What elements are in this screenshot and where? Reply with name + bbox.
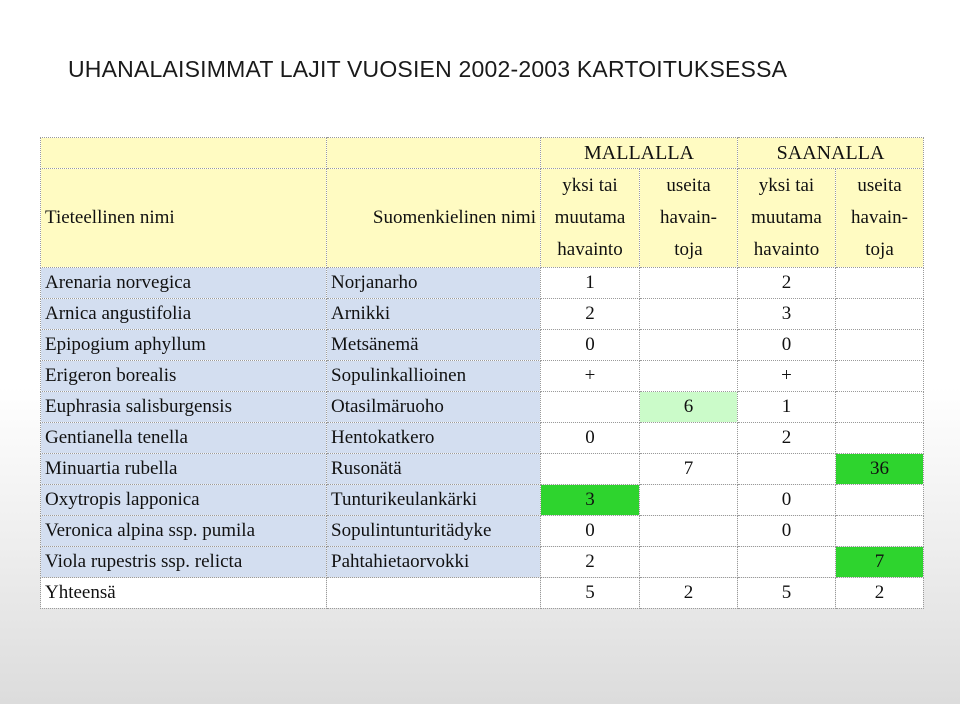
scientific-name-cell: Veronica alpina ssp. pumila <box>41 516 327 547</box>
total-row <box>41 578 924 609</box>
finnish-name-cell: Tunturikeulankärki <box>327 485 541 516</box>
header-many-line1: useita <box>857 175 902 196</box>
saanalla-many-cell <box>836 485 924 516</box>
table-row <box>41 423 924 454</box>
total-empty-cell <box>327 578 541 609</box>
saanalla-few-cell: 2 <box>738 268 836 299</box>
mallalla-few-cell <box>541 454 640 485</box>
header-saanalla-many <box>836 169 924 268</box>
column-header-row <box>41 169 924 268</box>
header-finnish-name: Suomenkielinen nimi <box>327 169 541 268</box>
saanalla-many-cell <box>836 392 924 423</box>
header-many-line2: havain- <box>851 207 908 228</box>
table-row <box>41 392 924 423</box>
finnish-name-cell: Sopulinkallioinen <box>327 361 541 392</box>
table-row <box>41 361 924 392</box>
saanalla-many-cell <box>836 361 924 392</box>
slide-title: UHANALAISIMMAT LAJIT VUOSIEN 2002-2003 KARTOITUKSESSA <box>68 56 788 82</box>
saanalla-many-cell <box>836 516 924 547</box>
saanalla-many-cell <box>836 299 924 330</box>
mallalla-many-cell-highlighted: 6 <box>640 392 738 423</box>
header-few-line3: havainto <box>753 239 820 260</box>
finnish-name-cell: Norjanarho <box>327 268 541 299</box>
header-few-line1: yksi tai <box>562 175 618 196</box>
saanalla-few-cell: 3 <box>738 299 836 330</box>
scientific-name-cell: Erigeron borealis <box>41 361 327 392</box>
saanalla-many-cell-highlighted: 36 <box>836 454 924 485</box>
mallalla-few-cell: 0 <box>541 330 640 361</box>
scientific-name-cell: Minuartia rubella <box>41 454 327 485</box>
total-saanalla-many: 2 <box>836 578 924 609</box>
header-many-line2: havain- <box>660 207 717 228</box>
saanalla-few-cell: 0 <box>738 330 836 361</box>
saanalla-many-cell-highlighted: 7 <box>836 547 924 578</box>
header-few-line1: yksi tai <box>758 175 815 196</box>
table-row <box>41 299 924 330</box>
finnish-name-cell: Pahtahietaorvokki <box>327 547 541 578</box>
saanalla-few-cell: 1 <box>738 392 836 423</box>
saanalla-few-cell <box>738 454 836 485</box>
header-saanalla-few <box>738 169 836 268</box>
mallalla-many-cell <box>640 516 738 547</box>
mallalla-many-cell: 7 <box>640 454 738 485</box>
mallalla-few-cell: 1 <box>541 268 640 299</box>
mallalla-few-cell-highlighted: 3 <box>541 485 640 516</box>
table-row <box>41 268 924 299</box>
saanalla-many-cell <box>836 330 924 361</box>
total-mallalla-few: 5 <box>541 578 640 609</box>
header-mallalla-many <box>640 169 738 268</box>
mallalla-few-cell: 2 <box>541 547 640 578</box>
mallalla-many-cell <box>640 485 738 516</box>
table-row <box>41 485 924 516</box>
saanalla-many-cell <box>836 268 924 299</box>
saanalla-many-cell <box>836 423 924 454</box>
saanalla-few-cell: + <box>738 361 836 392</box>
header-scientific-name: Tieteellinen nimi <box>41 169 327 268</box>
mallalla-many-cell <box>640 330 738 361</box>
total-saanalla-few: 5 <box>738 578 836 609</box>
finnish-name-cell: Sopulintunturitädyke <box>327 516 541 547</box>
mallalla-few-cell: 2 <box>541 299 640 330</box>
scientific-name-cell: Viola rupestris ssp. relicta <box>41 547 327 578</box>
group-header-saanalla: SAANALLA <box>738 138 924 169</box>
scientific-name-cell: Gentianella tenella <box>41 423 327 454</box>
group-header-mallalla: MALLALLA <box>541 138 738 169</box>
mallalla-few-cell: 0 <box>541 516 640 547</box>
table-row <box>41 454 924 485</box>
scientific-name-cell: Oxytropis lapponica <box>41 485 327 516</box>
total-mallalla-many: 2 <box>640 578 738 609</box>
table-row <box>41 330 924 361</box>
finnish-name-cell: Hentokatkero <box>327 423 541 454</box>
table-row <box>41 516 924 547</box>
header-mallalla-few <box>541 169 640 268</box>
mallalla-many-cell <box>640 361 738 392</box>
table-row <box>41 547 924 578</box>
scientific-name-cell: Arnica angustifolia <box>41 299 327 330</box>
header-many-line3: toja <box>674 239 703 260</box>
finnish-name-cell: Metsänemä <box>327 330 541 361</box>
scientific-name-cell: Arenaria norvegica <box>41 268 327 299</box>
header-many-line1: useita <box>666 175 711 196</box>
species-table <box>40 137 924 609</box>
saanalla-few-cell: 0 <box>738 516 836 547</box>
header-few-line2: muutama <box>751 207 822 228</box>
mallalla-few-cell <box>541 392 640 423</box>
finnish-name-cell: Arnikki <box>327 299 541 330</box>
scientific-name-cell: Euphrasia salisburgensis <box>41 392 327 423</box>
mallalla-few-cell: + <box>541 361 640 392</box>
saanalla-few-cell: 0 <box>738 485 836 516</box>
total-label: Yhteensä <box>41 578 327 609</box>
header-few-line3: havainto <box>557 239 623 260</box>
mallalla-few-cell: 0 <box>541 423 640 454</box>
group-header-row <box>41 138 924 169</box>
mallalla-many-cell <box>640 299 738 330</box>
header-many-line3: toja <box>865 239 894 260</box>
empty-header-cell <box>327 138 541 169</box>
scientific-name-cell: Epipogium aphyllum <box>41 330 327 361</box>
saanalla-few-cell <box>738 547 836 578</box>
finnish-name-cell: Otasilmäruoho <box>327 392 541 423</box>
finnish-name-cell: Rusonätä <box>327 454 541 485</box>
saanalla-few-cell: 2 <box>738 423 836 454</box>
header-few-line2: muutama <box>554 207 626 228</box>
mallalla-many-cell <box>640 423 738 454</box>
mallalla-many-cell <box>640 547 738 578</box>
empty-header-cell <box>41 138 327 169</box>
mallalla-many-cell <box>640 268 738 299</box>
